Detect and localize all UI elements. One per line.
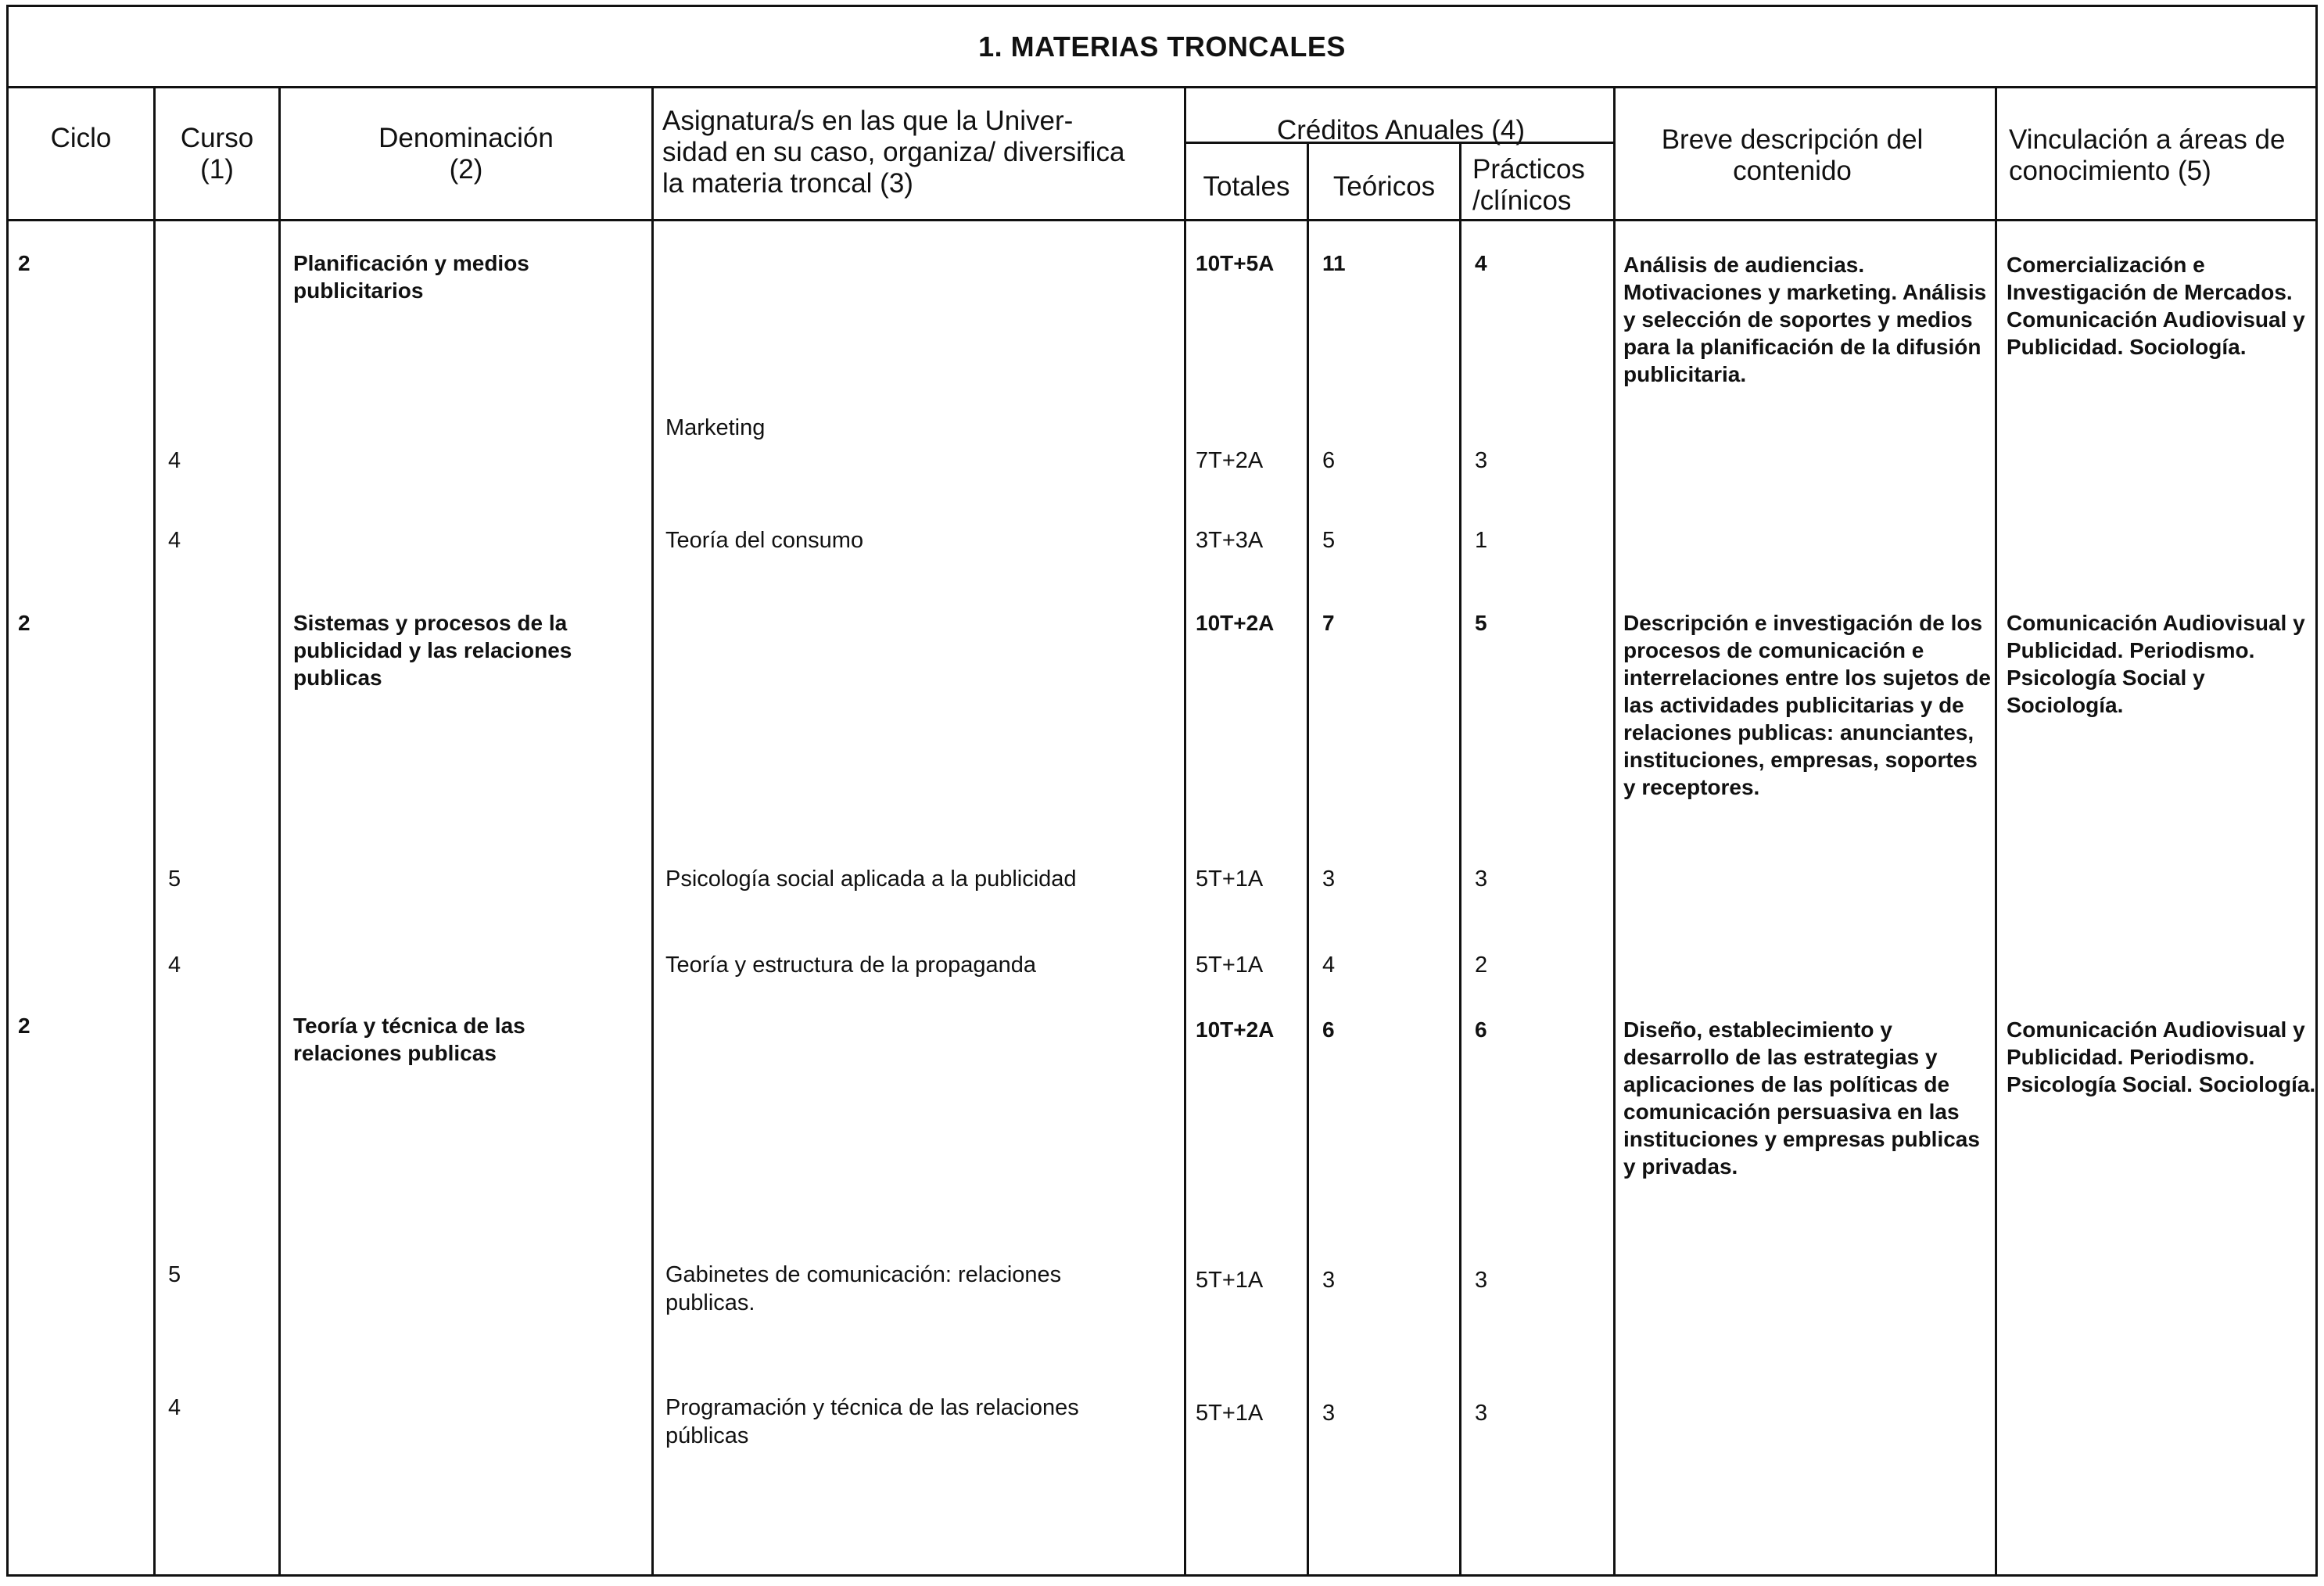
- header-descripcion: Breve descripción del contenido: [1661, 124, 1924, 186]
- materia-descripcion: Diseño, establecimiento y desarrollo de las estrategias y aplicaciones de las políticas de comunicación persuasiva en las instituciones y empresas publicas y privadas.: [1623, 1017, 1980, 1179]
- asignatura-teoricos: 6: [1322, 448, 1336, 473]
- asignatura-teoricos: 3: [1322, 1268, 1336, 1293]
- materia-practicos: 5: [1475, 611, 1487, 635]
- asignatura-nombre: Programación y técnica de las relaciones públicas: [665, 1395, 1079, 1448]
- materia-descripcion: Descripción e investigación de los procesos de comunicación e interrelaciones entre los sujetos de las actividades publicitarias y de relaciones publicas: anunciantes, instituciones, empresas, soportes y receptores.: [1623, 611, 1991, 799]
- materia-denominacion: Teoría y técnica de las relaciones publicas: [293, 1014, 525, 1065]
- asignatura-practicos: 3: [1475, 1401, 1488, 1426]
- header-divider: [9, 219, 2315, 221]
- materia-vinculacion: Comercialización e Investigación de Mercados. Comunicación Audiovisual y Publicidad. Sociología.: [2007, 253, 2305, 359]
- asignatura-practicos: 1: [1475, 528, 1488, 553]
- materia-totales: 10T+2A: [1196, 1017, 1275, 1042]
- col-divider: [1995, 88, 1997, 1574]
- header-curso-label: Curso: [180, 123, 254, 153]
- asignatura-curso: 4: [168, 1395, 181, 1420]
- materia-ciclo: 2: [18, 611, 30, 635]
- asignatura-nombre: Teoría y estructura de la propaganda: [665, 953, 1036, 978]
- col-divider: [1613, 88, 1616, 1574]
- asignatura-nombre: Psicología social aplicada a la publicidad: [665, 867, 1077, 892]
- header-teoricos: Teóricos: [1332, 171, 1436, 202]
- materia-teoricos: 6: [1322, 1017, 1335, 1042]
- header-asignatura: Asignatura/s en las que la Univer- sidad en su caso, organiza/ diversifica la materia troncal (3): [662, 106, 1125, 199]
- materia-teoricos: 11: [1322, 251, 1346, 275]
- asignatura-totales: 5T+1A: [1196, 1268, 1264, 1293]
- asignatura-teoricos: 5: [1322, 528, 1336, 553]
- materia-vinculacion: Comunicación Audiovisual y Publicidad. Periodismo. Psicología Social y Sociología.: [2007, 611, 2305, 717]
- col-divider: [651, 88, 654, 1574]
- materia-ciclo: 2: [18, 251, 30, 275]
- materia-practicos: 4: [1475, 251, 1487, 275]
- header-denominacion-note: (2): [449, 154, 483, 185]
- asignatura-totales: 3T+3A: [1196, 528, 1264, 553]
- col-divider: [1307, 142, 1309, 1574]
- materia-denominacion: Planificación y medios publicitarios: [293, 251, 529, 303]
- header-curso-note: (1): [200, 154, 234, 185]
- materia-totales: 10T+2A: [1196, 611, 1275, 635]
- col-divider: [1184, 88, 1186, 1574]
- asignatura-totales: 5T+1A: [1196, 953, 1264, 978]
- header-curso: [156, 123, 278, 185]
- asignatura-practicos: 3: [1475, 867, 1488, 892]
- asignatura-practicos: 2: [1475, 953, 1488, 978]
- asignatura-nombre: Marketing: [665, 415, 766, 440]
- asignatura-totales: 5T+1A: [1196, 1401, 1264, 1426]
- col-divider: [1459, 142, 1461, 1574]
- asignatura-curso: 5: [168, 867, 181, 892]
- asignatura-curso: 4: [168, 953, 181, 978]
- asignatura-practicos: 3: [1475, 448, 1488, 473]
- asignatura-teoricos: 3: [1322, 867, 1336, 892]
- header-ciclo: Ciclo: [50, 123, 112, 153]
- materia-descripcion: Análisis de audiencias. Motivaciones y marketing. Análisis y selección de soportes y medios para la planificación de la difusión publicitaria.: [1623, 253, 1987, 386]
- asignatura-totales: 7T+2A: [1196, 448, 1264, 473]
- asignatura-nombre: Teoría del consumo: [665, 528, 864, 553]
- asignatura-curso: 4: [168, 528, 181, 553]
- header-denominacion: [281, 123, 651, 185]
- materia-ciclo: 2: [18, 1014, 30, 1038]
- header-vinculacion: Vinculación a áreas de conocimiento (5): [2009, 124, 2286, 186]
- header-practicos: Prácticos /clínicos: [1472, 154, 1585, 216]
- header-creditos: Créditos Anuales (4): [1276, 115, 1526, 145]
- header-denominacion-label: Denominación: [378, 123, 554, 153]
- asignatura-nombre: Gabinetes de comunicación: relaciones publicas.: [665, 1262, 1062, 1315]
- header-totales: Totales: [1203, 171, 1290, 202]
- asignatura-totales: 5T+1A: [1196, 867, 1264, 892]
- materia-vinculacion: Comunicación Audiovisual y Publicidad. Periodismo. Psicología Social. Sociología.: [2007, 1017, 2316, 1096]
- table-title: 1. MATERIAS TRONCALES: [9, 7, 2315, 88]
- asignatura-teoricos: 3: [1322, 1401, 1336, 1426]
- asignatura-curso: 4: [168, 448, 181, 473]
- asignatura-teoricos: 4: [1322, 953, 1336, 978]
- materia-denominacion: Sistemas y procesos de la publicidad y las relaciones publicas: [293, 611, 572, 690]
- materia-totales: 10T+5A: [1196, 251, 1275, 275]
- col-divider: [278, 88, 281, 1574]
- troncales-table: [6, 5, 2318, 1577]
- col-divider: [153, 88, 156, 1574]
- materia-teoricos: 7: [1322, 611, 1335, 635]
- materia-practicos: 6: [1475, 1017, 1487, 1042]
- asignatura-curso: 5: [168, 1262, 181, 1287]
- asignatura-practicos: 3: [1475, 1268, 1488, 1293]
